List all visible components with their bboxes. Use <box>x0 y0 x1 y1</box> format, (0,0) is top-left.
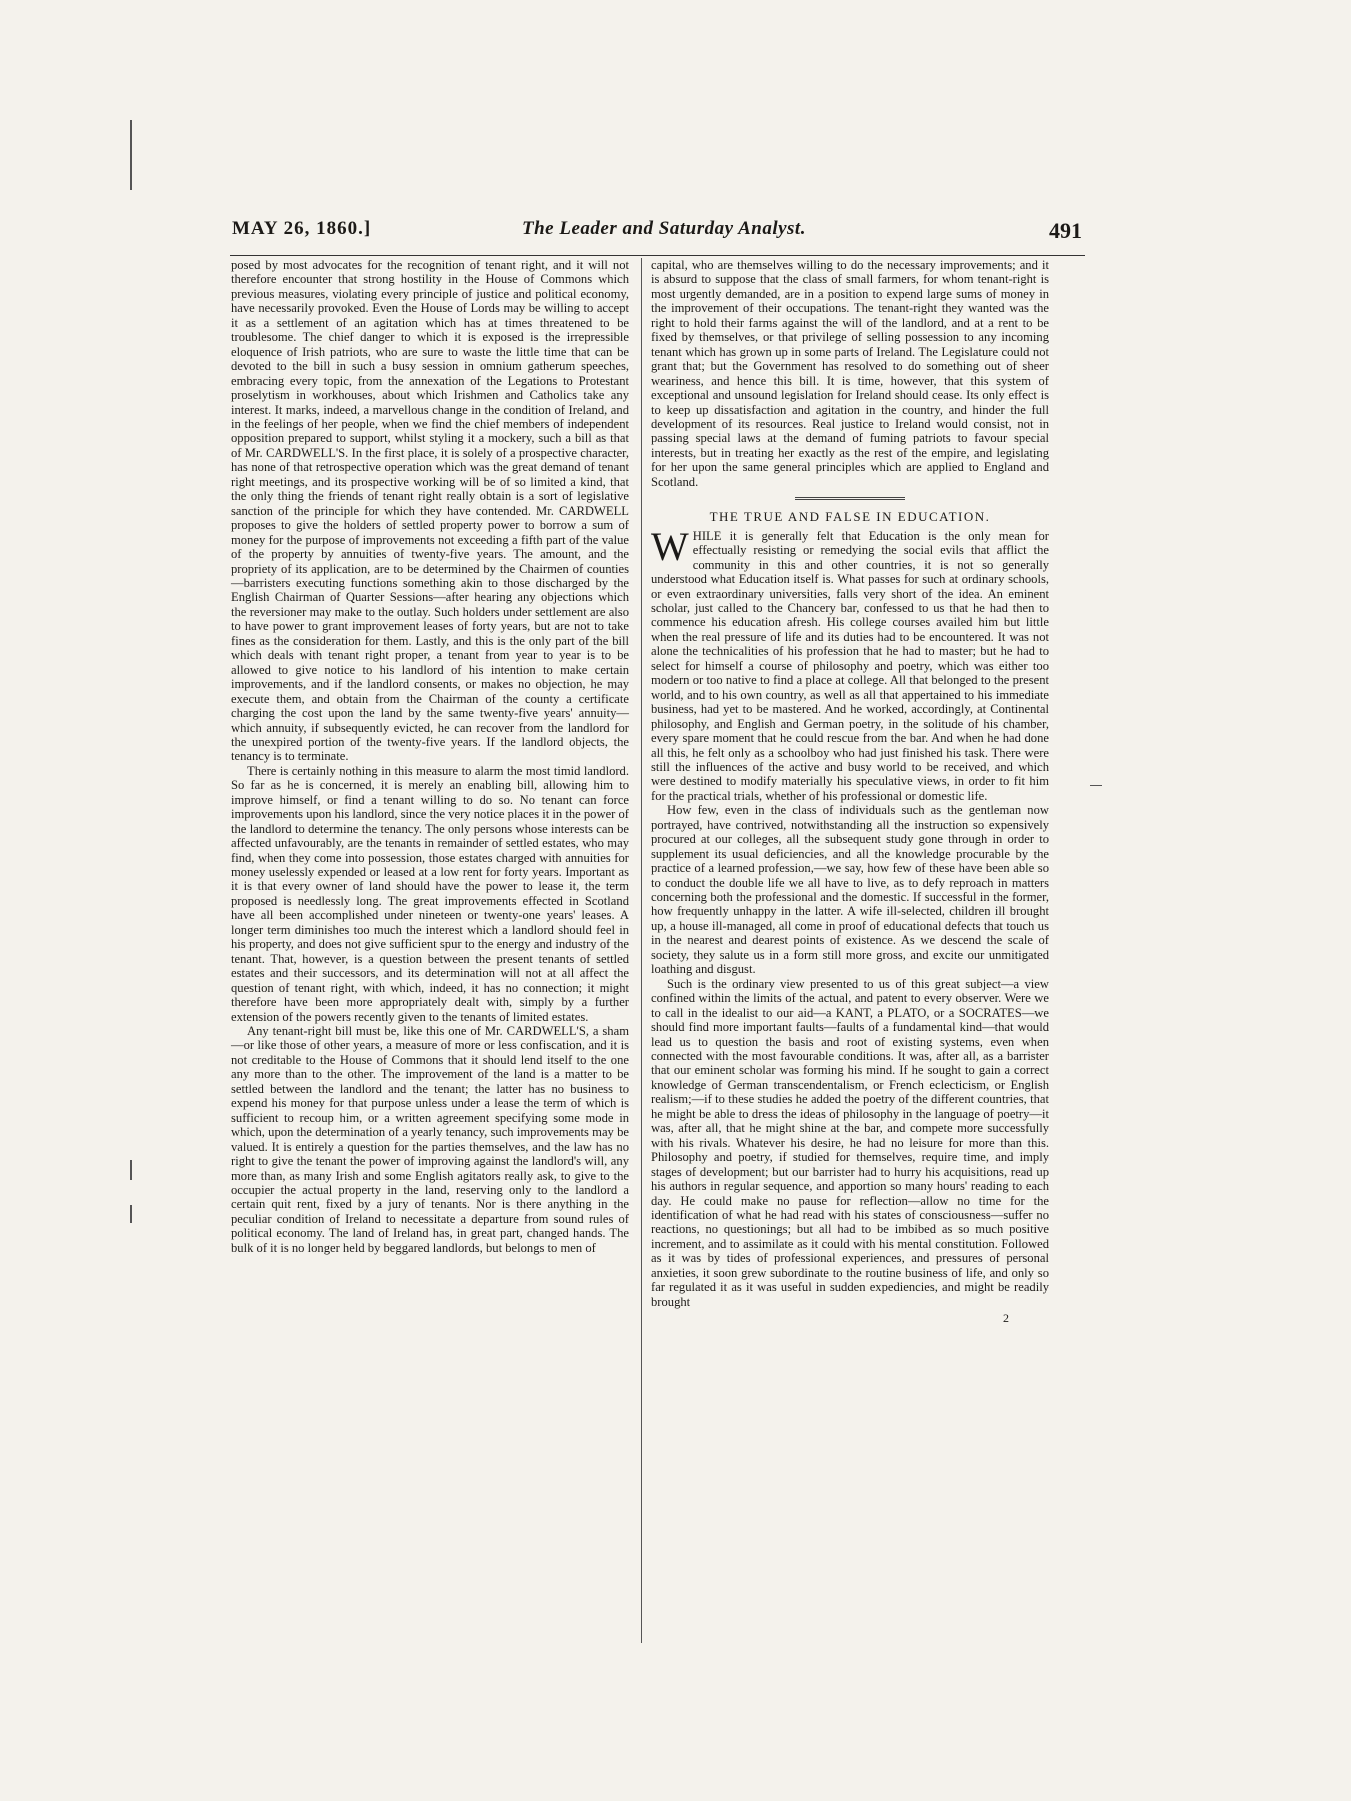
body-paragraph: posed by most advocates for the recognition of tenant right, and it will not therefore encounter that strong hostility in the House of Commons which previous measures, violating every principle of justice and political economy, have necessarily provoked. Even the House of Lords may be willing to accept it as a settlement of an agitation which has at times threatened to be troublesome. The chief danger to which it is exposed is the irrepressible eloquence of Irish patriots, who are sure to waste the little time that can be devoted to the bill in such a busy session in omnium gatherum speeches, embracing every topic, from the annexation of the Legations to Protestant proselytism in workhouses, about which Irishmen and Catholics take any interest. It marks, indeed, a marvellous change in the condition of Ireland, and in the feelings of her people, when we find the chief members of independent opposition prepared to support, whilst styling it a mockery, such a bill as that of Mr. CARDWELL'S. In the first place, it is solely of a prospective character, has none of that retrospective operation which was the great demand of tenant right meetings, and its prospective working will be of so limited a kind, that the only thing the friends of tenant right really obtain is a sort of legislative sanction of the principle for which they have contended. Mr. CARDWELL proposes to give the holders of settled property power to borrow a sum of money for the purpose of improvements not exceeding a fifth part of the value of the property by annuities of twenty-five years. The amount, and the propriety of its application, are to be determined by the Chairmen of counties—barristers executing functions something akin to those discharged by the English Chairman of Quarter Sessions—after hearing any objections which the reversioner may make to the outlay. Such holders under settlement are also to have power to grant improvement leases of forty years, but are not to take fines as the consideration for them. Lastly, and this is the only part of the bill which deals with tenant right proper, a tenant from year to year is to be allowed to give notice to his landlord of his intention to make certain improvements, and if the landlord consents, or makes no objection, he may execute them, and obtain from the Chairman of the county a certificate charging the cost upon the land by the same twenty-five years' annuity—which annuity, if subsequently evicted, he can recover from the landlord for the unexpired portion of the twenty-five years. If the landlord objects, the tenancy is to terminate. <box>231 258 629 764</box>
header-rule <box>230 255 1085 256</box>
body-paragraph: capital, who are themselves willing to do the necessary improvements; and it is absurd to suppose that the class of small farmers, for whom tenant-right is most urgently demanded, are in a position to expend large sums of money in the improvement of their occupations. The tenant-right they wanted was the right to hold their farms against the will of the landlord, and at a rent to be fixed by themselves, or that privilege of selling possession to any incoming tenant which has grown up in some parts of Ireland. The Legislature could not grant that; but the Government has resolved to do something out of sheer weariness, and hence this bill. It is time, however, that this system of exceptional and unsound legislation for Ireland should cease. Its only effect is to keep up dissatisfaction and agitation in the country, and hinder the full development of its resources. Real justice to Ireland would consist, not in passing special laws at the demand of fuming patriots to favour special interests, but in treating her exactly as the rest of the empire, and legislating for her upon the same general principles which are applied to England and Scotland. <box>651 258 1049 489</box>
signature-mark: 2 <box>1003 1311 1009 1326</box>
margin-mark <box>130 1160 132 1180</box>
margin-mark <box>1090 785 1102 786</box>
paragraph-text: HILE it is generally felt that Education is the only mean for effectually resisting or remedying the social evils that afflict the community in this and other countries, it is not so generally understood what Education itself is. What passes for such at ordinary schools, or even extraordinary universities, falls very short of the idea. An eminent scholar, just called to the Chancery bar, confessed to us that he had then to commence his education afresh. His college courses availed him but little when the real pressure of life and its duties had to be encountered. It was not alone the technicalities of his profession that he had to master; but he had to select for himself a course of philosophy and poetry, which was either too modern or too native to find a place at college. All that belonged to the present world, and to his own country, as well as all that appertained to his immediate business, had yet to be mastered. And he worked, accordingly, at Continental philosophy, and English and German poetry, in the solitude of his chamber, every spare moment that he could rescue from the bar. And when he had done all this, he felt only as a schoolboy who had just finished his task. There were still the influences of the active and busy world to be received, and which were destined to modify materially his speculative views, in order to fit him for the practical trials, whether of his professional or domestic life. <box>651 528 1049 803</box>
right-column <box>651 258 1049 1326</box>
body-paragraph <box>651 523 1049 804</box>
left-column <box>231 258 629 1255</box>
margin-mark <box>130 1205 132 1223</box>
body-paragraph: Such is the ordinary view presented to us of this great subject—a view confined within the limits of the actual, and patent to every observer. Were we to call in the idealist to our aid—a KANT, a PLATO, or a SOCRATES—we should find more important faults—faults of a fundamental kind—that would lead us to question the basis and root of existing systems, even when connected with the most favourable conditions. It was, after all, as a barrister that our eminent scholar was forming his mind. If he sought to gain a correct knowledge of German transcendentalism, or French eclecticism, or English realism;—if to these studies he added the poetry of the different countries, that he might be able to dress the ideas of philosophy in the language of poetry—it was, after all, that he might shine at the bar, and compete more successfully with his rivals. Whatever his desire, he had no leisure for more than this. Philosophy and poetry, if studied for themselves, require time, and imply stages of development; but our barrister had to hurry his acquisitions, read up his authors in regular sequence, and apportion so many hours' reading to each day. He could make no pause for reflection—allow no time for the identification of what he had read with his states of consciousness—suffer no reactions, no questionings; but all had to be imbibed as so much positive increment, and to assimilate as it could with his mental constitution. Followed as it was by tides of professional experiences, and pressures of personal anxieties, it soon grew subordinate to the routine business of life, and only so far regulated it as it was useful in sudden expediencies, and might be readily brought <box>651 976 1049 1309</box>
section-rule <box>795 497 905 500</box>
column-divider <box>641 258 642 1643</box>
body-paragraph: Any tenant-right bill must be, like this one of Mr. CARDWELL'S, a sham—or like those of other years, a measure of more or less confiscation, and it is not creditable to the House of Commons that it should lend itself to the one any more than to the other. The improvement of the land is a matter to be settled between the landlord and the tenant; the latter has no business to expend his money for that purpose unless under a lease the term of which is sufficient to recoup him, or a written agreement specifying some mode in which, upon the determination of a yearly tenancy, such improvements may be valued. It is entirely a question for the parties themselves, and the law has no right to give the tenant the power of improving against the landlord's will, any more than, as many Irish and some English agitators really ask, to give to the occupier the actual property in the land, reserving only to the landlord a certain quit rent, fixed by a jury of tenants. Nor is there anything in the peculiar condition of Ireland to necessitate a departure from sound rules of political economy. The land of Ireland has, in great part, changed hands. The bulk of it is no longer held by beggared landlords, but belongs to men of <box>231 1024 629 1255</box>
publication-title: The Leader and Saturday Analyst. <box>522 218 806 239</box>
article-title: THE TRUE AND FALSE IN EDUCATION. <box>709 509 991 525</box>
drop-cap: W <box>651 523 689 569</box>
page-number: 491 <box>1049 218 1082 243</box>
body-paragraph: There is certainly nothing in this measure to alarm the most timid landlord. So far as he is concerned, it is merely an enabling bill, allowing him to improve himself, or find a tenant willing to do so. No tenant can force improvements upon his landlord, since the very notice places it in the power of the landlord to determine the tenancy. The only persons whose interests can be affected unfavourably, are the tenants in remainder of settled estates, who may find, when they come into possession, those estates charged with annuities for money uselessly expended or leased at a low rent for forty years. Important as it is that every owner of land should have the power to lease it, the term proposed is needlessly long. The great improvements effected in Scotland have all been accomplished under nineteen or twenty-one years' leases. A longer term diminishes too much the interest which a landlord should feel in his property, and does not give sufficient spur to the energy and industry of the tenant. That, however, is a question between the present tenants of settled estates and their successors, and its determination will not at all affect the question of tenant right, with which, indeed, it has no connection; it might therefore have been more appropriately dealt with, simply by a further extension of the powers recently given to the tenants of limited estates. <box>231 763 630 1024</box>
issue-date: MAY 26, 1860.] <box>232 218 372 239</box>
body-paragraph: How few, even in the class of individuals such as the gentleman now portrayed, have contrived, notwithstanding all the instruction so expensively procured at our colleges, all the subsequent study gone through in order to supplement its usual deficiencies, and all the knowledge procurable by the practice of a learned profession,—we say, how few of these have been able so to conduct the double life we all have to live, as to defy reproach in matters concerning both the professional and the domestic. If successful in the former, how frequently unhappy in the latter. A wife ill-selected, children ill brought up, a house ill-managed, all come in proof of educational defects that touch us in the nearest and dearest points of existence. As we descend the scale of society, they salute us in a form still more gross, and excite our unmitigated loathing and disgust. <box>651 803 1049 977</box>
masthead <box>232 218 1082 246</box>
margin-mark <box>130 120 132 190</box>
